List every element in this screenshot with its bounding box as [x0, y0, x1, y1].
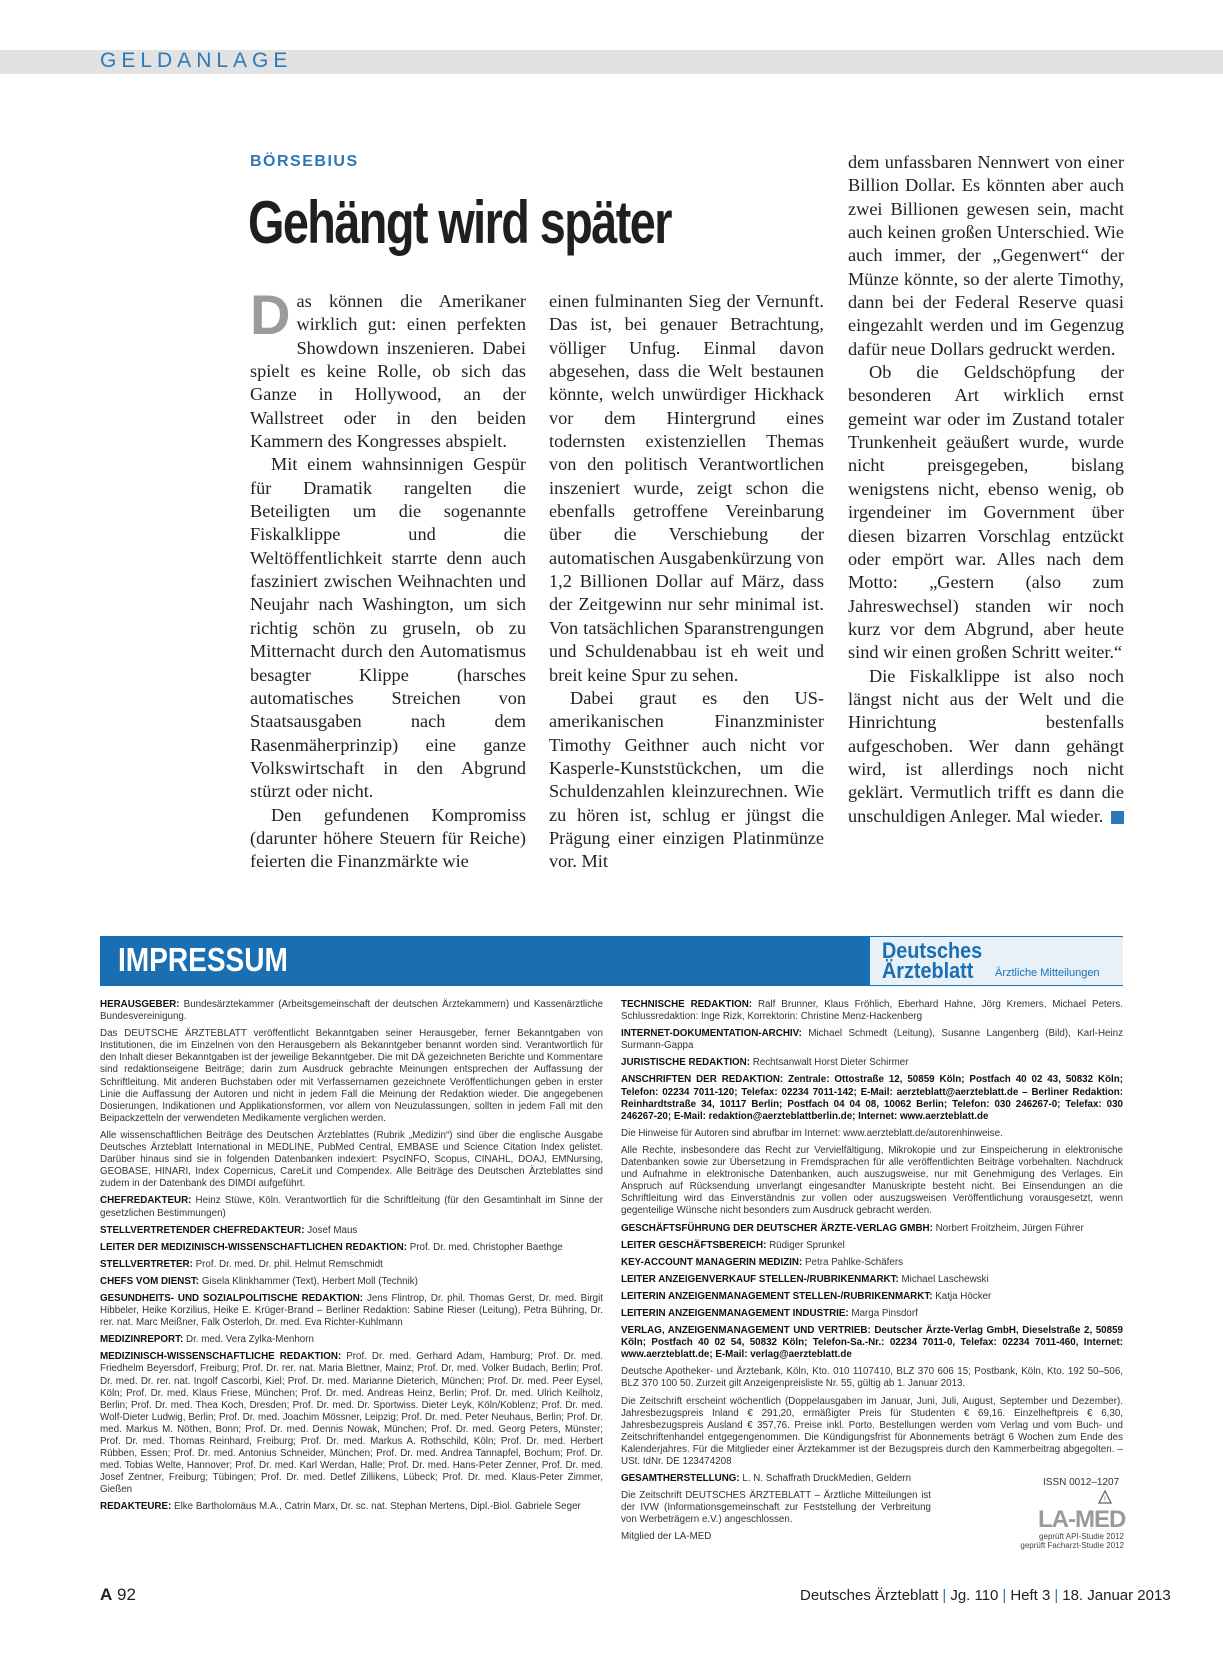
page-number: A 92	[100, 1585, 136, 1604]
impressum-entry: LEITER ANZEIGENVERKAUF STELLEN-/RUBRIKENMARKT: Michael Laschewski	[621, 1273, 989, 1285]
impressum-entry: GESAMTHERSTELLUNG: L. N. Schaffrath DruckMedien, Geldern	[621, 1473, 912, 1485]
impressum-entry: LEITER DER MEDIZINISCH-WISSENSCHAFTLICHEN REDAKTION: Prof. Dr. med. Christopher Baethge	[100, 1241, 563, 1253]
impressum-entry: Die Zeitschrift DEUTSCHES ÄRZTEBLATT – Ärztliche Mitteilungen ist der IVW (Informationsgemeinschaft zur Feststellung der Verbreitung von Werbeträgern e.V.) angeschlossen.	[621, 1490, 931, 1526]
svg-text:!: !	[1104, 1496, 1106, 1504]
impressum-entry: STELLVERTRETER: Prof. Dr. med. Dr. phil. Helmut Remschmidt	[100, 1258, 383, 1270]
impressum-entry: GESUNDHEITS- UND SOZIALPOLITISCHE REDAKTION: Jens Flintrop, Dr. phil. Thomas Gerst, Dr. med. Birgit Hibbeler, Heike Korzilius, Heike E. Krüger-Brand – Berliner Redaktion: Sabine Rieser (Leitung), Petra Bühring, Dr. rer. nat. Marc Meißner, Falk Osterloh, Dr. med. Eva Richter-Kuhlmann	[100, 1292, 603, 1329]
footer-publication-info	[800, 1587, 1171, 1604]
footer-issue: Heft 3	[1010, 1587, 1051, 1604]
impressum-right-column	[621, 999, 1126, 1549]
impressum-entry: Deutsche Apotheker- und Ärztebank, Köln, Kto. 010 1107410, BLZ 370 606 15; Postbank, Köln, Kto. 192 50–506, BLZ 370 100 50. Zurzeit gilt Anzeigenpreisliste Nr. 55, gültig ab 1. Januar 2013.	[621, 1366, 1123, 1390]
logo-subtitle: Ärztliche Mitteilungen	[995, 967, 1100, 979]
article-paragraph: Mit einem wahnsinnigen Gespür für Dramatik rangelten die Beteiligten um die sogenannte Fiskalklippe und die Weltöffentlichkeit starrte denn auch fasziniert zwischen Weihnachten und Neujahr nach Washington, um sich richtig schön zu gruseln, ob zu Mitternacht durch den Automatismus besagter Klippe (harsches automatisches Streichen von Staatsausgaben nach dem Rasenmäherprinzip) eine ganze Volkswirtschaft in den Abgrund stürzt oder nicht.	[250, 454, 526, 802]
article-paragraph: Das können die Amerikaner wirklich gut: einen perfekten Showdown inszenieren. Dabei spielt es keine Rolle, ob sich das Ganze in Hollywood, an der Wallstreet oder in den beiden Kammern des Kongresses abspielt.	[250, 283, 526, 452]
footer-separator: |	[1002, 1587, 1007, 1604]
article-paragraph: Ob die Geldschöpfung der besonderen Art wirklich ernst gemeint war oder im Zustand totaler Trunkenheit geäußert wurde, wurde nicht preisgegeben, bislang wenigstens nicht, ebenso wenig, ob irgendeiner im Government über diesen bizarren Vorschlag entzückt oder empört war. Alles nach dem Motto: „Gestern (also zum Jahreswechsel) standen wir noch kurz vor dem Abgrund, aber heute sind wir einen großen Schritt weiter.“	[848, 362, 1124, 663]
lamed-logo: LA-MED	[1038, 1506, 1126, 1533]
impressum-entry: KEY-ACCOUNT MANAGERIN MEDIZIN: Petra Pahlke-Schäfers	[621, 1256, 904, 1268]
footer-separator: |	[1054, 1587, 1059, 1604]
impressum-entry: REDAKTEURE: Elke Bartholomäus M.A., Catrin Marx, Dr. sc. nat. Stephan Mertens, Dipl.-Biol. Gabriele Seger	[100, 1501, 581, 1513]
article-column-3	[848, 151, 1124, 828]
impressum-entry: TECHNISCHE REDAKTION: Ralf Brunner, Klaus Fröhlich, Eberhard Hahne, Jörg Kremers, Michael Peters. Schlussredaktion: Inge Rizk, Korrektorin: Christine Menz-Hackenberg	[621, 999, 1123, 1023]
article-column-1	[250, 283, 526, 874]
lamed-triangle-icon	[1098, 1490, 1112, 1504]
logo-line-1: Deutsches	[882, 938, 983, 963]
impressum-entry: HERAUSGEBER: Bundesärztekammer (Arbeitsgemeinschaft der deutschen Ärztekammern) und Kassenärztliche Bundesvereinigung.	[100, 999, 603, 1023]
article-paragraph: Den gefundenen Kompromiss (darunter höhere Steuern für Reiche) feierten die Finanzmärkte wie	[250, 804, 526, 872]
impressum-title: IMPRESSUM	[118, 941, 288, 978]
article-kicker: BÖRSEBIUS	[250, 153, 359, 170]
impressum-entry: Das DEUTSCHE ÄRZTEBLATT veröffentlicht Bekanntgaben seiner Herausgeber, ferner Bekanntgaben von Institutionen, die im Einzelnen von den Herausgebern als Bekanntgeber benannt worden sind. Verantwortlich für den Inhalt dieser Bekanntgaben ist der jeweilige Bekanntgeber. Die mit DÄ gezeichneten Berichte und Kommentare sind redaktionseigene Beiträge; darin zum Ausdruck gebrachte Meinungen entsprechen der Auffassung der Schriftleitung. Mit anderen Buchstaben oder mit Verfassernamen gezeichnete Veröffentlichungen geben in erster Linie die Auffassung der Autoren und nicht in jedem Fall die Meinung der Redaktion wieder. Die angegebenen Dosierungen, Indikationen und Applikationsformen, vor allem von Neuzulassungen, sollten in jedem Fall mit den Beipackzetteln der verwendeten Medikamente verglichen werden.	[100, 1028, 603, 1124]
article-paragraph: einen fulminanten Sieg der Vernunft. Das ist, bei genauer Betrachtung, völliger Unfug. Einmal davon abgesehen, dass die Welt bestaunen könnte, welch unwürdiger Hickhack vor dem Hintergrund eines todernsten existenziellen Themas von den politisch Verantwortlichen inszeniert wurde, zeigt schon die ebenfalls getroffene Vereinbarung über die Verschiebung der automatischen Ausgabenkürzung von 1,2 Billionen Dollar auf März, dass der Zeitgewinn nur sehr minimal ist. Von tatsächlichen Sparanstrengungen und Schuldenabbau ist eh weit und breit keine Spur zu sehen.	[549, 291, 824, 685]
impressum-entry: Alle Rechte, insbesondere das Recht zur Vervielfältigung, Mikrokopie und zur Einspeicherung in elektronische Datenbanken sowie zur Übersetzung in Fremdsprachen für alle veröffentlichten Beiträge vorbehalten. Nachdruck und Aufnahme in elektronische Datenbanken, auch auszugsweise, nur mit Genehmigung des Verlages. Ein Anspruch auf Rücksendung unverlangt eingesandter Manuskripte besteht nicht. Bei Einsendungen an die Schriftleitung wird das Einverständnis zur vollen oder auszugsweisen Veröffentlichung vorausgesetzt, wenn gegenteilige Wünsche nicht besonders zum Ausdruck gebracht werden.	[621, 1144, 1123, 1217]
impressum-entry: LEITER GESCHÄFTSBEREICH: Rüdiger Sprunkel	[621, 1239, 845, 1251]
article-paragraph: Die Fiskalklippe ist also noch längst nicht aus der Welt und die Hinrichtung bestenfalls aufgeschoben. Wer dann gehängt wird, ist allerdings noch nicht geklärt. Vermutlich trifft es dann die unschuldigen Anleger. Mal wieder.	[848, 665, 1124, 826]
impressum-entry: LEITERIN ANZEIGENMANAGEMENT STELLEN-/RUBRIKENMARKT: Katja Höcker	[621, 1290, 992, 1302]
article-headline: Gehängt wird später	[248, 189, 671, 256]
impressum-entry: GESCHÄFTSFÜHRUNG DER DEUTSCHER ÄRZTE-VERLAG GMBH: Norbert Froitzheim, Jürgen Führer	[621, 1222, 1084, 1234]
impressum-entry: MEDIZINREPORT: Dr. med. Vera Zylka-Menhorn	[100, 1334, 314, 1346]
impressum-entry: VERLAG, ANZEIGENMANAGEMENT UND VERTRIEB: Deutscher Ärzte-Verlag GmbH, Dieselstraße 2, 50859 Köln; Postfach 40 02 54, 50832 Köln; Telefon-Sa.-Nr.: 02234 7011-0, Telefax: 02234 7011-460, Internet: www.aerzteblatt.de; E-Mail: verlag@aerzteblatt.de	[621, 1325, 1123, 1361]
logo-line-2: Ärzteblatt	[882, 958, 974, 983]
dropcap: D	[250, 283, 291, 346]
impressum-entry: STELLVERTRETENDER CHEFREDAKTEUR: Josef Maus	[100, 1224, 358, 1236]
end-of-article-square-icon	[1111, 811, 1124, 824]
footer-publication: Deutsches Ärzteblatt	[800, 1587, 939, 1604]
impressum-entry: INTERNET-DOKUMENTATION-ARCHIV: Michael Schmedt (Leitung), Susanne Langenberg (Bild), Karl-Heinz Surmann-Gappa	[621, 1028, 1123, 1052]
impressum-left-column	[100, 999, 603, 1519]
impressum-entry: ANSCHRIFTEN DER REDAKTION: Zentrale: Ottostraße 12, 50859 Köln; Postfach 40 02 43, 50832 Köln; Telefon: 02234 7011-120; Telefax: 02234 7011-142; E-Mail: aerzteblatt@aerzteblatt.de – Berliner Redaktion: Reinhardtstraße 34, 10117 Berlin; Postfach 04 04 08, 10062 Berlin; Telefon: 030 246267-0; Telefax: 030 246267-20; E-Mail: redaktion@aerzteblattberlin.de; Internet: www.aerzteblatt.de	[621, 1074, 1123, 1122]
article-paragraph: Dabei graut es den US-amerikanischen Finanzminister Timothy Geithner auch nicht vor Kasperle-Kunststückchen, um die Schuldenzahlen kleinzurechnen. Wie zu hören ist, schlug er jüngst die Prägung einer einzigen Platinmünze vor. Mit	[549, 687, 824, 872]
impressum-entry: Die Zeitschrift erscheint wöchentlich (Doppelausgaben im Januar, Juni, Juli, August, September und Dezember). Jahresbezugspreis Inland € 291,20, ermäßigter Preis für Studenten € 69,16. Einzelheftpreis € 6,30, Jahresbezugspreis Ausland € 357,76. Preise inkl. Porto. Bestellungen werden vom Verlag und vom Buch- und Zeitschriftenhandel entgegengenommen. Die Kündigungsfrist für Abonnements beträgt 6 Wochen zum Ende des Kalenderjahres. Für die Mitglieder einer Ärztekammer ist der Bezugspreis durch den Kammerbeitrag abgegolten. – USt. IdNr. DE 123474208	[621, 1395, 1123, 1467]
impressum-entry: MEDIZINISCH-WISSENSCHAFTLICHE REDAKTION: Prof. Dr. med. Gerhard Adam, Hamburg; Prof. Dr. med. Friedhelm Beyersdorf, Freiburg; Prof. Dr. rer. nat. Maria Blettner, Mainz; Prof. Dr. med. Volker Budach, Berlin; Prof. Dr. med. Dr. rer. nat. Ingolf Cascorbi, Kiel; Prof. Dr. med. Marianne Dieterich, München; Prof. Dr. med. Peer Eysel, Köln; Prof. Dr. med. Klaus Friese, München; Prof. Dr. med. Andreas Heinz, Berlin; Prof. Dr. med. Ulrich Keilholz, Berlin; Prof. Dr. med. Thea Koch, Dresden; Prof. Dr. med. Dr. Sportwiss. Dieter Leyk, Köln/Koblenz; Prof. Dr. med. Wolf-Dieter Ludwig, Berlin; Prof. Dr. med. Joachim Mössner, Leipzig; Prof. Dr. med. Peter Neuhaus, Berlin; Prof. Dr. med. Markus M. Nöthen, Bonn; Prof. Dr. med. Dennis Nowak, München; Prof. Dr. med. Georg Peters, Münster; Prof. Dr. med. Thomas Reinhard, Freiburg; Prof. Dr. med. Markus A. Rothschild, Köln; Prof. Dr. med. Herbert Rübben, Essen; Prof. Dr. med. Antonius Schneider, München; Prof. Dr. med. Andrea Tannapfel, Bochum; Prof. Dr. med. Tobias Welte, Hannover; Prof. Dr. med. Karl Werdan, Halle; Prof. Dr. med. Hans-Peter Zenner, Prof. Dr. med. Josef Zentner, Freiburg; Tübingen; Prof. Dr. med. Detlef Zillikens, Lübeck; Prof. Dr. med. Klaus-Peter Zimmer, Gießen	[100, 1351, 603, 1496]
impressum-entry: Mitglied der LA-MED	[621, 1531, 712, 1543]
impressum-entry: Die Hinweise für Autoren sind abrufbar im Internet: www.aerzteblatt.de/autorenhinweise.	[621, 1127, 1003, 1139]
impressum-entry: JURISTISCHE REDAKTION: Rechtsanwalt Horst Dieter Schirmer	[621, 1057, 909, 1069]
article-paragraph: dem unfassbaren Nennwert von einer Billion Dollar. Es könnten aber auch zwei Billionen gewesen sein, macht auch keinen großen Unterschied. Wie auch immer, der „Gegenwert“ der Münze könnte, so der alerte Timothy, dann bei der Federal Reserve quasi eingezahlt werden und im Gegenzug dafür neue Dollars gedruckt werden.	[848, 152, 1124, 359]
impressum-entry: Alle wissenschaftlichen Beiträge des Deutschen Ärzteblattes (Rubrik „Medizin“) sind über die englische Ausgabe Deutsches Ärzteblatt International in MEDLINE, PubMed Central, EMBASE und Science Citation Index gelistet. Darüber hinaus sind sie in folgenden Datenbanken indexiert: PsycINFO, Scopus, CINAHL, DOAJ, EMNursing, GEOBASE, HINARI, Index Copernicus, CareLit und Compendex. Alle Beiträge des Deutschen Ärzteblattes sind zudem in der Datenbank des DIMDI aufgeführt.	[100, 1129, 603, 1190]
footer-date: 18. Januar 2013	[1062, 1587, 1171, 1604]
issn-number: ISSN 0012–1207	[1043, 1477, 1120, 1488]
impressum-entry: LEITERIN ANZEIGENMANAGEMENT INDUSTRIE: Marga Pinsdorf	[621, 1307, 918, 1319]
impressum-entry: CHEFS VOM DIENST: Gisela Klinkhammer (Text), Herbert Moll (Technik)	[100, 1275, 418, 1287]
article-column-2	[549, 290, 824, 874]
footer-separator: |	[942, 1587, 947, 1604]
impressum-entry: CHEFREDAKTEUR: Heinz Stüwe, Köln. Verantwortlich für die Schriftleitung (für den Gesamtinhalt im Sinne der gesetzlichen Bestimmungen)	[100, 1195, 603, 1219]
footer-volume: Jg. 110	[950, 1587, 999, 1604]
section-label: GELDANLAGE	[100, 49, 293, 72]
lamed-caption: geprüft API-Studie 2012 geprüft Facharzt-Studie 2012	[1020, 1532, 1124, 1550]
